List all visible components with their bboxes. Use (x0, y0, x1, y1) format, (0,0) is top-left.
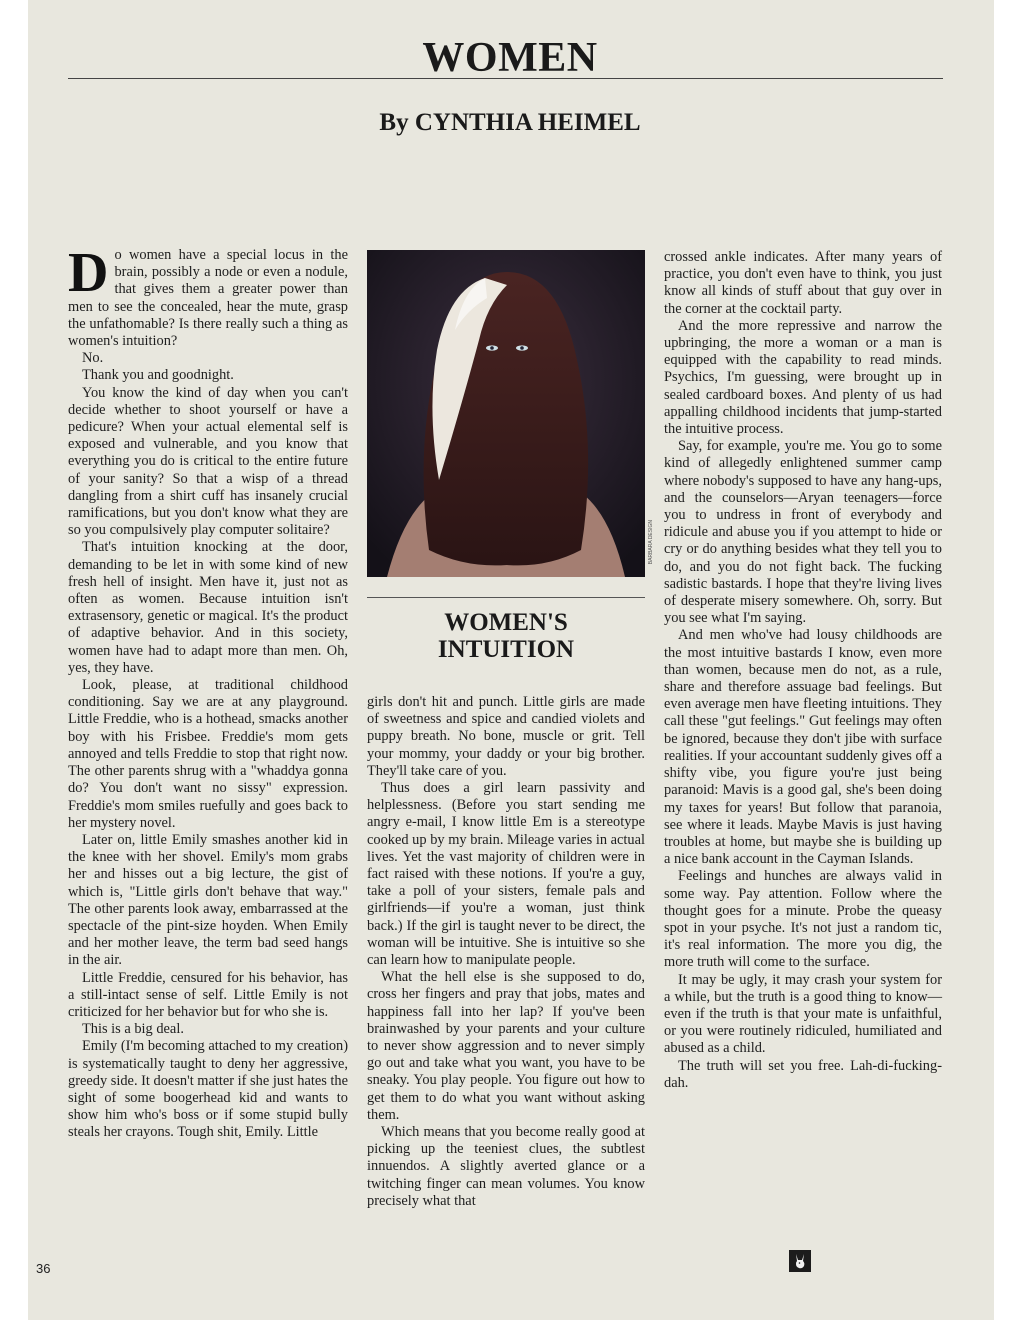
sidebar-title (367, 609, 645, 663)
paragraph: The truth will set you free. Lah-di-fucking-dah. (664, 1057, 942, 1091)
sidebar-title-line-1: WOMEN'S (444, 609, 568, 636)
drop-cap: D (68, 242, 109, 304)
paragraph: girls don't hit and punch. Little girls are made of sweetness and spice and candied violets and puppy breath. No bone, muscle or grit. Tell your mommy, your daddy or your big brother. They'll take care of you. (367, 694, 645, 779)
article-column-3 (664, 249, 942, 1092)
paragraph: Feelings and hunches are always valid in some way. Pay attention. Follow where the thought goes for a minute. Probe the queasy spot in your psyche. It's not just a random tic, it's real information. The more you dig, the more truth will come to the surface. (664, 868, 942, 971)
photo-credit: BARBARA DESIGN (648, 520, 654, 565)
paragraph: Say, for example, you're me. You go to some kind of allegedly enlightened summer camp where nobody's supposed to have any hang-ups, and the counselors—Aryan teenagers—force you to undress in front of everybody and ridicule and abuse you if you attempt to hide or cry or do anything besides what they tell you to do, and you do not fight back. The fucking sadistic bastards. I hope that they're living lives of desperate misery somewhere. Oh, sorry. But you see what I'm saying. (664, 438, 942, 627)
paragraph: What the hell else is she supposed to do, cross her fingers and pray that jobs, mates and happiness fall into her lap? If you've been brainwashed by your parents and your culture to never show aggression and to never simply go out and take what you want, you have to be sneaky. You play people. You figure out how to get them to do what you want without asking them. (367, 969, 645, 1123)
byline: By CYNTHIA HEIMEL (379, 109, 641, 136)
paragraph: It may be ugly, it may crash your system for a while, but the truth is a good thing to know—even if the truth is that your mate is unfaithful, or you were routinely ridiculed, humiliated and abused as a child. (664, 971, 942, 1057)
paragraph: Emily (I'm becoming attached to my creation) is systematically taught to deny her aggressive, greedy side. It doesn't matter if she just hates the sight of some boogerhead kid and wants to show him who's boss or if some stupid bully steals her crayons. Tough shit, Emily. Little (68, 1038, 348, 1141)
page-number: 36 (36, 1261, 51, 1276)
header-rule (68, 78, 943, 79)
paragraph: And men who've had lousy childhoods are the most intuitive bastards I know, even more than women, because men do not, as a rule, share and therefore assuage bad feelings. But even average men have fleeting intuitions. They call these "gut feelings." Gut feelings may often be ignored, because they don't jibe with surface realities. If your accountant suddenly gives off a shifty vibe, you figure you're just being paranoid: Mavis is a good gal, she's been doing my taxes for years! But follow that paranoia, see where it leads. Maybe Mavis is just having troubles at home, but maybe she is building up a nice bank account in the Cayman Islands. (664, 627, 942, 868)
woman-portrait-photo (367, 250, 645, 577)
paragraph: Little Freddie, censured for his behavior, has a still-intact sense of self. Little Emily is not criticized for her behavior but for who she is. (68, 969, 348, 1020)
article-column-2 (367, 694, 645, 1210)
paragraph: Thus does a girl learn passivity and helplessness. (Before you start sending me angry e-mail, I know little Em is a stereotype cooked up by my brain. Mileage varies in actual lives. Yet the vast majority of children were in fact raised with these notions. If you're a guy, take a poll of your sisters, female pals and girlfriends—if you're a woman, just think back.) If the girl is taught never to be direct, the woman will be intuitive. She is intuitive so she can learn how to manipulate people. (367, 780, 645, 969)
rabbit-head-icon (789, 1250, 811, 1272)
paragraph: crossed ankle indicates. After many years of practice, you don't even have to think, you just know all kinds of stuff about that guy over in the corner at the cocktail party. (664, 249, 942, 317)
paragraph: And the more repressive and narrow the upbringing, the more a woman or a man is equipped with the capability to read minds. Psychics, I'm guessing, were brought up in sealed cardboard boxes. And plenty of us had appalling childhood incidents that jump-started the intuitive process. (664, 317, 942, 438)
paragraph-text: o women have a special locus in the brain, possibly a node or even a nodule, that gives them a greater power than men to see the concealed, hear the mute, grasp the unfathomable? Is there really such a thing as women's intuition? (68, 247, 348, 350)
paragraph: That's intuition knocking at the door, demanding to be let in with some kind of new fresh hell of insight. Men have it, just not as often as women. Because intuition isn't extrasensory, genetic or magical. It's the product of adaptive behavior. And in this society, women have had to adapt more than men. Oh, yes, they have. (68, 539, 348, 676)
paragraph: No. (82, 350, 104, 367)
paragraph: You know the kind of day when you can't decide whether to shoot yourself or have a pedicure? When your actual elemental self is exposed and vulnerable, and you know that everything you do is critical to the entire future of your sanity? So that a wisp of a thread dangling from a shirt cuff has insanely crucial ramifications, but you don't know what they are so you compulsively play computer solitaire? (68, 384, 348, 539)
paragraph (68, 242, 348, 350)
paragraph: Later on, little Emily smashes another kid in the knee with her shovel. Emily's mom grabs her and hisses out a big lecture, the gist of which is, "Little girls don't behave that way." The other parents look away, embarrassed at the spectacle of the pint-size hoyden. When Emily and her mother leave, the term bad seed hangs in the air. (68, 831, 348, 969)
sidebar-rule (367, 597, 645, 598)
paragraph: This is a big deal. (82, 1021, 184, 1038)
section-title: WOMEN (422, 35, 598, 81)
paragraph: Which means that you become really good at picking up the teeniest clues, the subtlest innuendos. A slightly averted glance or a twitching finger can mean volumes. You know precisely what that (367, 1124, 645, 1209)
paragraph: Thank you and goodnight. (82, 367, 234, 384)
paragraph: Look, please, at traditional childhood conditioning. Say we are at any playground. Little Freddie, who is a hothead, smacks another boy with his Frisbee. Freddie's mom gets annoyed and tells Freddie to stop that right now. The other parents shrug with a "whaddya gonna do? You don't want no sissy" expression. Freddie's mom smiles ruefully and goes back to her mystery novel. (68, 677, 348, 831)
article-column-1 (68, 242, 348, 1142)
sidebar-title-line-2: INTUITION (437, 636, 575, 663)
